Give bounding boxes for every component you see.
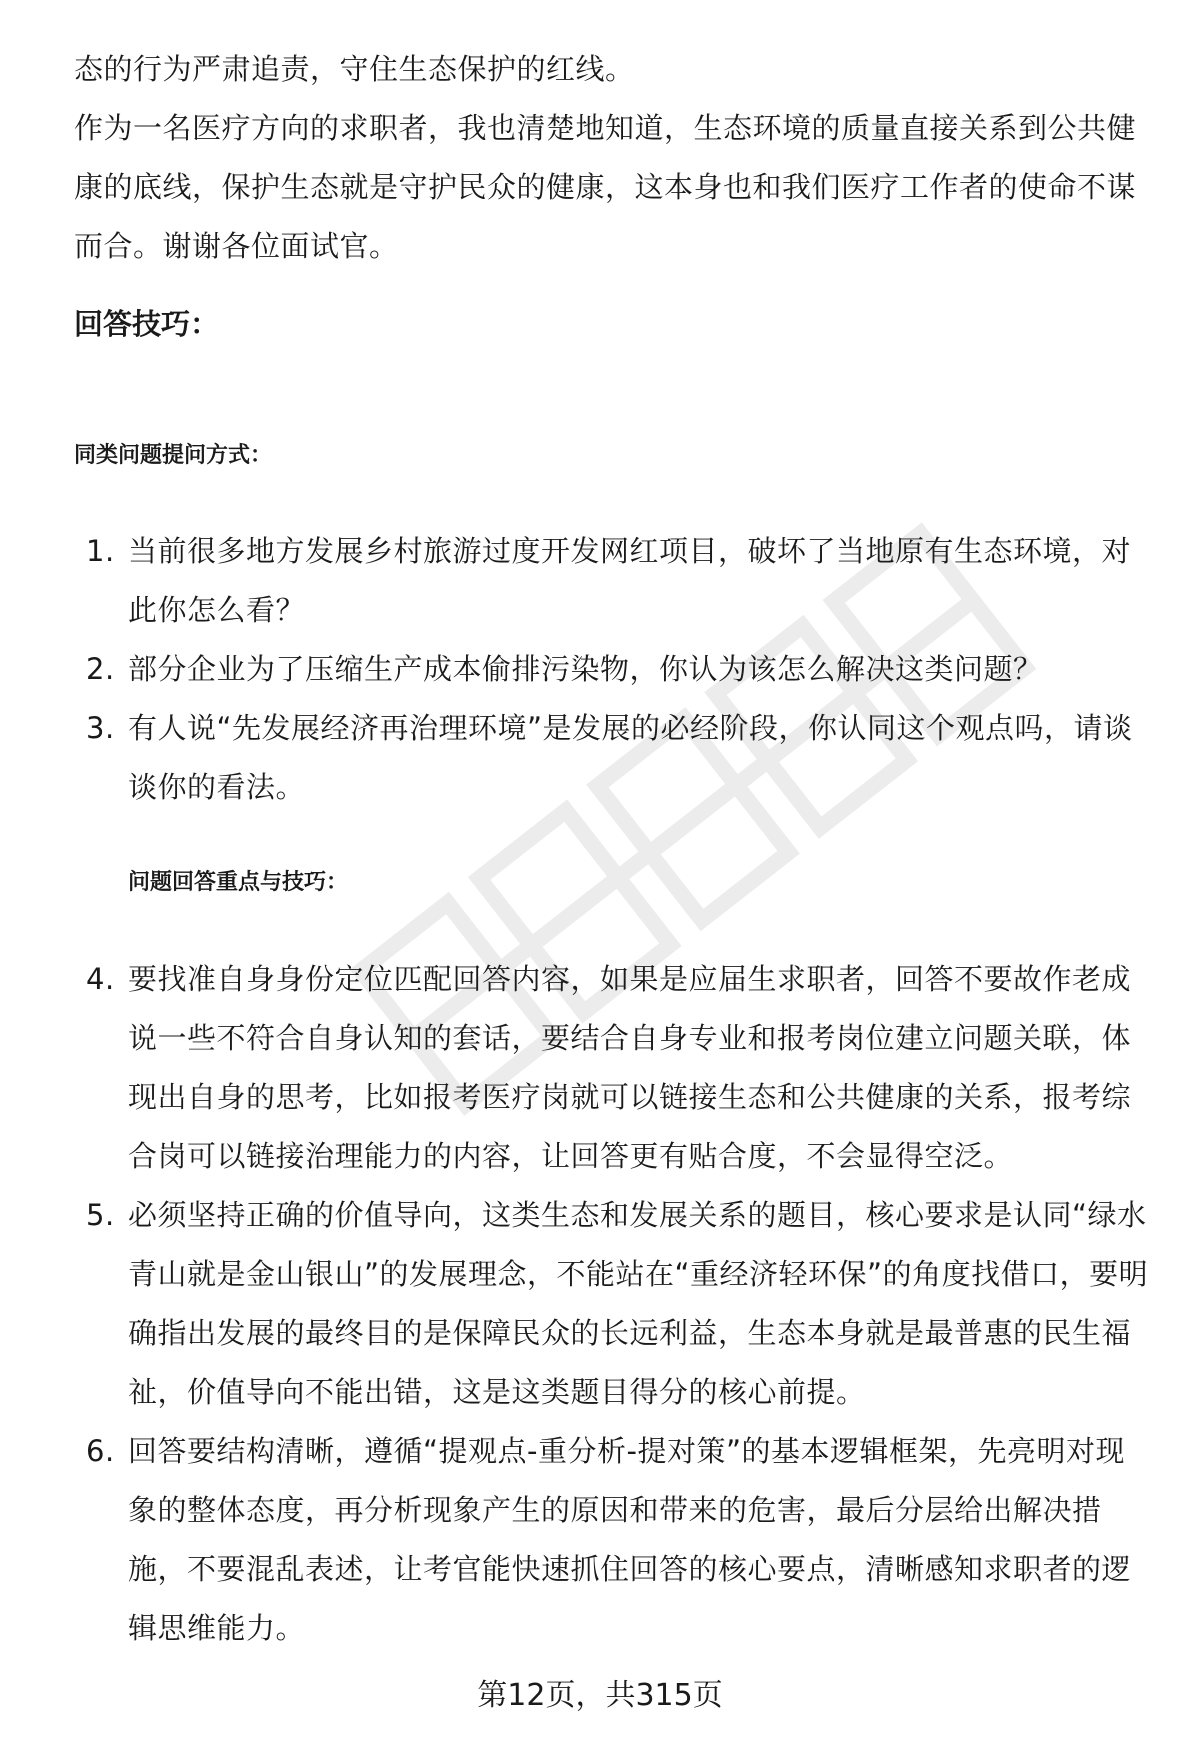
key-points-heading: 问题回答重点与技巧： — [128, 870, 349, 895]
list-text: 回答要结构清晰，遵循“提观点-重分析-提对策”的基本逻辑框架，先亮明对现象的整体态度，再分析现象产生的原因和带来的危害，最后分层给出解决措施，不要混乱表述，让考官能快速抓住回答的核心要点，清晰感知求职者的逻辑思维能力。 — [128, 1434, 1132, 1645]
list-item — [74, 1186, 1154, 1422]
key-points-list — [74, 950, 1154, 1658]
list-item — [74, 522, 1154, 640]
list-text: 有人说“先发展经济再治理环境”是发展的必经阶段，你认同这个观点吗，请谈谈你的看法。 — [128, 711, 1133, 804]
list-item — [74, 640, 1154, 699]
list-number: 1. — [86, 534, 115, 568]
list-number: 5. — [86, 1198, 115, 1232]
list-text: 部分企业为了压缩生产成本偷排污染物，你认为该怎么解决这类问题？ — [128, 652, 1043, 686]
list-text: 必须坚持正确的价值导向，这类生态和发展关系的题目，核心要求是认同“绿水青山就是金山银山”的发展理念，不能站在“重经济轻环保”的角度找借口，要明确指出发展的最终目的是保障民众的长远利益，生态本身就是最普惠的民生福祉，价值导向不能出错，这是这类题目得分的核心前提。 — [128, 1198, 1149, 1409]
list-item — [74, 950, 1154, 1186]
list-text: 要找准自身身份定位匹配回答内容，如果是应届生求职者，回答不要故作老成说一些不符合自身认知的套话，要结合自身专业和报考岗位建立问题关联，体现出自身的思考，比如报考医疗岗就可以链接生态和公共健康的关系，报考综合岗可以链接治理能力的内容，让回答更有贴合度，不会显得空泛。 — [128, 962, 1132, 1173]
page-footer: 第12页，共315页 — [477, 1678, 723, 1713]
list-number: 3. — [86, 711, 115, 745]
list-number: 6. — [86, 1434, 115, 1468]
intro-paragraph-1: 态的行为严肃追责，守住生态保护的红线。 — [74, 52, 635, 86]
list-item — [74, 699, 1154, 817]
intro-paragraph-2: 作为一名医疗方向的求职者，我也清楚地知道，生态环境的质量直接关系到公共健康的底线，保护生态就是守护民众的健康，这本身也和我们医疗工作者的使命不谋而合。谢谢各位面试官。 — [74, 111, 1137, 263]
similar-questions-list — [74, 522, 1154, 817]
list-text: 当前很多地方发展乡村旅游过度开发网红项目，破坏了当地原有生态环境，对此你怎么看？ — [128, 534, 1132, 627]
list-item — [74, 1422, 1154, 1658]
section-title: 回答技巧： — [74, 307, 220, 341]
similar-questions-heading: 同类问题提问方式： — [74, 443, 273, 468]
list-number: 2. — [86, 652, 115, 686]
list-number: 4. — [86, 962, 115, 996]
